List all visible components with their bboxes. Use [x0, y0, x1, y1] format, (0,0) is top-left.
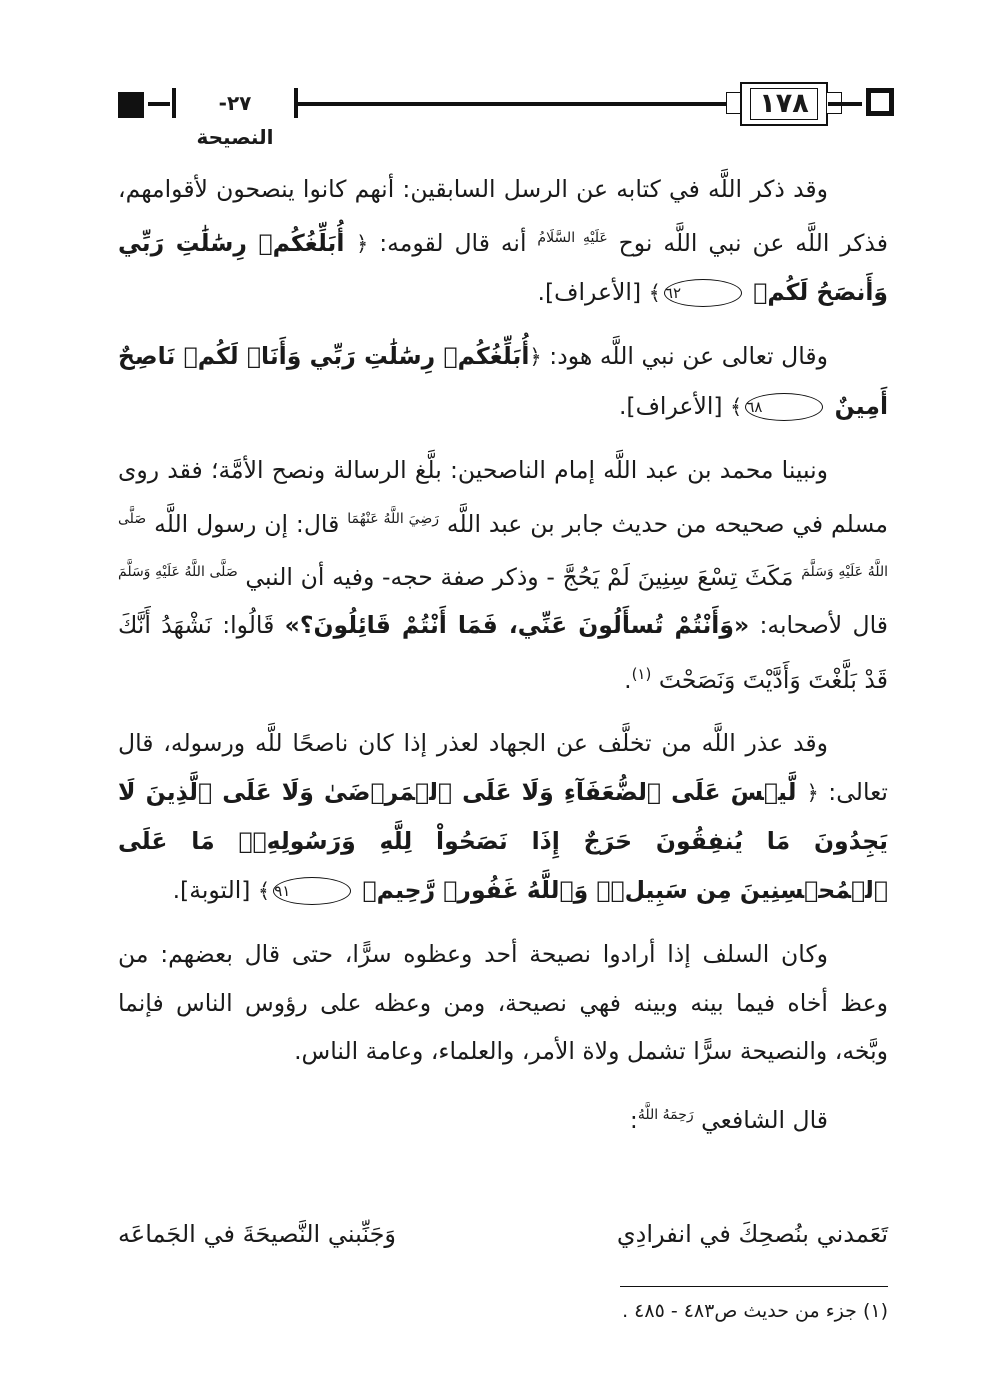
footnote-separator [620, 1286, 888, 1287]
surah-reference: [الأعراف]. [537, 277, 649, 306]
paragraph-4 [118, 719, 888, 915]
text: وقد ذكر اللَّه في كتابه عن الرسل السابقين: أنهم كانوا ينصحون لأقوامهم، فذكر اللَّه عن نبي اللَّه نوح [118, 175, 888, 257]
page-header [118, 82, 888, 149]
header-divider [172, 88, 176, 118]
text: أنه قال لقومه: [368, 228, 538, 257]
paragraph-2 [118, 332, 888, 431]
quran-bracket-close: ﴾ [648, 280, 661, 305]
surah-reference: [التوبة]. [172, 875, 258, 904]
text: وكان السلف إذا أرادوا نصيحة أحد وعظوه سرًّا، حتى قال بعضهم: من وعظ أخاه فيما بينه وبينه فهي نصيحة، ومن وعظه على رؤوس الناس فإنما وبَّخه، والنصيحة سرًّا تشمل ولاة الأمر، والعلماء، وعامة الناس. [118, 940, 888, 1066]
text: مَكَثَ تِسْعَ سِنِينَ لَمْ يَحُجَّ - وذكر صفة حجه- وفيه أن النبي [237, 562, 802, 591]
paragraph-3 [118, 446, 888, 704]
paragraph-6 [118, 1091, 888, 1144]
verse-number-badge: ٩١ [273, 877, 351, 905]
paragraph-1 [118, 165, 888, 317]
footnote-reference[interactable]: (١) [631, 664, 652, 683]
verse-number-badge: ٦٢ [664, 279, 742, 307]
main-text [118, 165, 888, 1159]
quran-bracket-open: ﴿ [529, 345, 542, 370]
header-square-ornament-left [118, 92, 144, 118]
text: وقد عذر اللَّه من تخلَّف عن الجهاد لعذر إذا كان ناصحًا للَّه ورسوله، قال تعالى: [118, 729, 888, 806]
text: قَالُوا: نَشْهَدُ أَنَّكَ قَدْ بَلَّغْتَ وَأَدَّيْتَ وَنَصَحْتَ [118, 611, 888, 694]
poem-hemistich-first: تَعَمدني بنُصحِكَ في انفرادِي [616, 1220, 888, 1248]
text: قال: إن رسول اللَّه [146, 509, 348, 538]
quran-bracket-close: ﴾ [257, 878, 271, 903]
chapter-title: ٢٧- النصيحة [196, 91, 274, 149]
text: : [629, 1105, 638, 1134]
page-number-frame [740, 82, 828, 126]
quran-verse: أُبَلِّغُكُمۡ رِسَٰلَٰتِ رَبِّي وَأَنصَحُ لَكُمۡ [118, 228, 888, 306]
text: ونبينا محمد بن عبد اللَّه إمام الناصحين: بلَّغ الرسالة ونصح الأمَّة؛ فقد روى مسلم في صحيحه من حديث جابر بن عبد اللَّه [118, 456, 889, 538]
quran-bracket-close: ﴾ [730, 394, 743, 419]
honorific: رَضِيَ اللَّهُ عَنْهُمَا [347, 510, 439, 527]
honorific: صَلَّى اللَّهُ عَلَيْهِ وَسَلَّمَ [118, 510, 889, 581]
honorific: عَلَيْهِ السَّلَامُ [537, 229, 608, 246]
poem-line [118, 1210, 888, 1260]
header-square-ornament-right [866, 88, 894, 116]
quran-verse: أُبَلِّغُكُمۡ رِسَٰلَٰتِ رَبِّي وَأَنَا۠ لَكُمۡ نَاصِحٌ أَمِينٌ [118, 342, 888, 420]
footnote: (١) جزء من حديث ص٤٨٣ - ٤٨٥ . [622, 1300, 888, 1322]
text: قال لأصحابه: [749, 611, 888, 640]
hadith-quote: «وَأَنْتُمْ تُسأَلُونَ عَنِّي، فَمَا أَنْتُمْ قَائِلُونَ؟» [284, 611, 750, 640]
poem-hemistich-second: وَجَنِّبني النَّصيحَةَ في الجَماعَه [118, 1220, 397, 1248]
surah-reference: [الأعراف]. [618, 391, 731, 420]
honorific: رَحِمَهُ اللَّهُ [637, 1106, 694, 1123]
quran-verse: لَّيۡسَ عَلَى ٱلضُّعَفَآءِ وَلَا عَلَى ٱلۡمَرۡضَىٰ وَلَا عَلَى ٱلَّذِينَ لَا يَجِدُونَ مَا يُنفِقُونَ حَرَجٌ إِذَا نَصَحُواْ لِلَّهِ وَرَسُولِهِۦۚ مَا عَلَى ٱلۡمُحۡسِنِينَ مِن سَبِيلٖۚ وَٱللَّهُ غَفُورٞ رَّحِيمٞ [118, 777, 888, 904]
quran-bracket-open: ﴿ [356, 231, 369, 256]
quran-bracket-open: ﴿ [806, 780, 819, 805]
honorific: صَلَّى اللَّهُ عَلَيْهِ وَسَلَّمَ [118, 564, 238, 581]
page-number: ١٧٨ [759, 88, 809, 119]
text: . [624, 665, 632, 694]
header-rule [148, 102, 170, 106]
paragraph-5 [118, 930, 888, 1076]
text: وقال تعالى عن نبي اللَّه هود: [541, 342, 828, 371]
text: قال الشافعي [693, 1105, 828, 1134]
verse-number-badge: ٦٨ [745, 393, 823, 421]
header-rule [298, 102, 798, 106]
header-rule [828, 102, 862, 106]
